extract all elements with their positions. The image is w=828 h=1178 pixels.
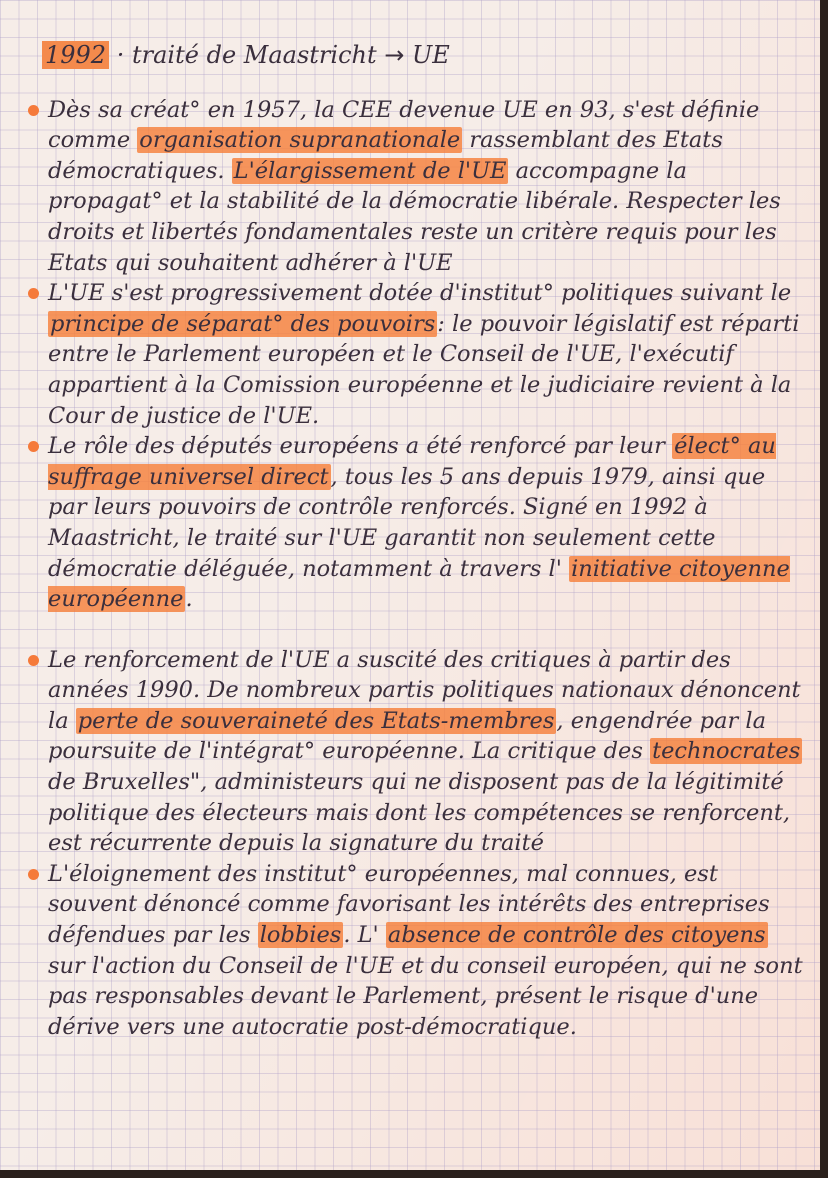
paragraph-text: Le renforcement de l'UE a suscité des critiques à partir des années 1990. De nombreux partis politiques nationaux dénoncent la [48, 646, 801, 734]
paragraph-5 [28, 859, 808, 1043]
title-year: 1992 [42, 41, 109, 69]
paragraph-text: de Bruxelles", administeurs qui ne disposent pas de la légitimité politique des électeurs mais dont les compétences se renforcent, est récurrente depuis la signature du traité [48, 769, 791, 857]
highlight-lobbies: lobbies [259, 922, 342, 949]
handwritten-notes [28, 40, 808, 1042]
bullet-icon [28, 288, 39, 299]
title-target: UE [412, 41, 450, 69]
paragraph-gap [28, 615, 808, 645]
paragraph-text: L'UE s'est progressivement dotée d'institut° politiques suivant le [48, 280, 792, 307]
paragraph-text: : le pouvoir législatif est réparti entre le Parlement européen et le Conseil de l'UE, l'exécutif appartient à la Comission européenne et le judiciaire revient à la Cour de justice de l'UE. [48, 310, 800, 429]
highlight-suffrage-universel: élect° au suffrage universel direct [48, 433, 776, 490]
bullet-icon [28, 655, 39, 666]
paragraph-2 [28, 278, 808, 431]
paragraph-text: . [185, 586, 193, 613]
bullet-icon [28, 869, 39, 880]
highlight-initiative-citoyenne: initiative citoyenne européenne [48, 555, 790, 613]
paragraph-1 [28, 95, 808, 279]
highlight-perte-souverainete: perte de souveraineté des Etats-membres [77, 707, 555, 734]
paragraph-text: accompagne la propagat° et la stabilité de la démocratie libérale. Respecter les droits et libertés fondamentales reste un critère requis pour les Etats qui souhaitent adhérer à l'UE [48, 157, 781, 276]
highlight-absence-controle: absence de contrôle des citoyens [387, 922, 766, 949]
paragraph-text: , tous les 5 ans depuis 1979, ainsi que par leurs pouvoirs de contrôle renforcés. Signé en 1992 à Maastricht, le traité sur l'UE garantit non seulement cette démocratie déléguée, notamment à travers l' [48, 463, 766, 582]
paragraph-4 [28, 645, 808, 859]
highlight-separation-pouvoirs: principe de séparat° des pouvoirs [50, 310, 436, 337]
paragraph-3 [28, 431, 808, 615]
arrow-icon: → [384, 41, 405, 69]
bullet-icon [28, 441, 39, 452]
title-line [42, 40, 808, 71]
paragraph-text: , engendrée par la poursuite de l'intégrat° européenne. La critique des [48, 707, 767, 765]
paragraph-text: Le rôle des députés européens a été renforcé par leur [48, 433, 673, 460]
highlight-technocrates: technocrates [652, 738, 801, 765]
paragraph-text: L'éloignement des institut° européennes, mal connues, est souvent dénoncé comme favorisant les intérêts des entreprises défendues par les [48, 860, 770, 949]
highlight-elargissement: L'élargissement de l'UE [233, 157, 507, 184]
paragraph-text: sur l'action du Conseil de l'UE et du conseil européen, qui ne sont pas responsables devant le Parlement, présent le risque d'une dérive vers une autocratie post-démocratique. [48, 952, 803, 1040]
paragraph-text: . L' [343, 922, 386, 949]
paragraph-text: rassemblant des Etats démocratiques. [48, 127, 723, 184]
bullet-icon [28, 105, 39, 116]
highlight-supranational: organisation supranationale [139, 127, 461, 154]
title-dot: · [116, 41, 125, 69]
paragraph-text: Dès sa créat° en 1957, la CEE devenue UE en 93, s'est définie comme [48, 96, 760, 154]
title-text: traité de Maastricht [132, 41, 377, 69]
